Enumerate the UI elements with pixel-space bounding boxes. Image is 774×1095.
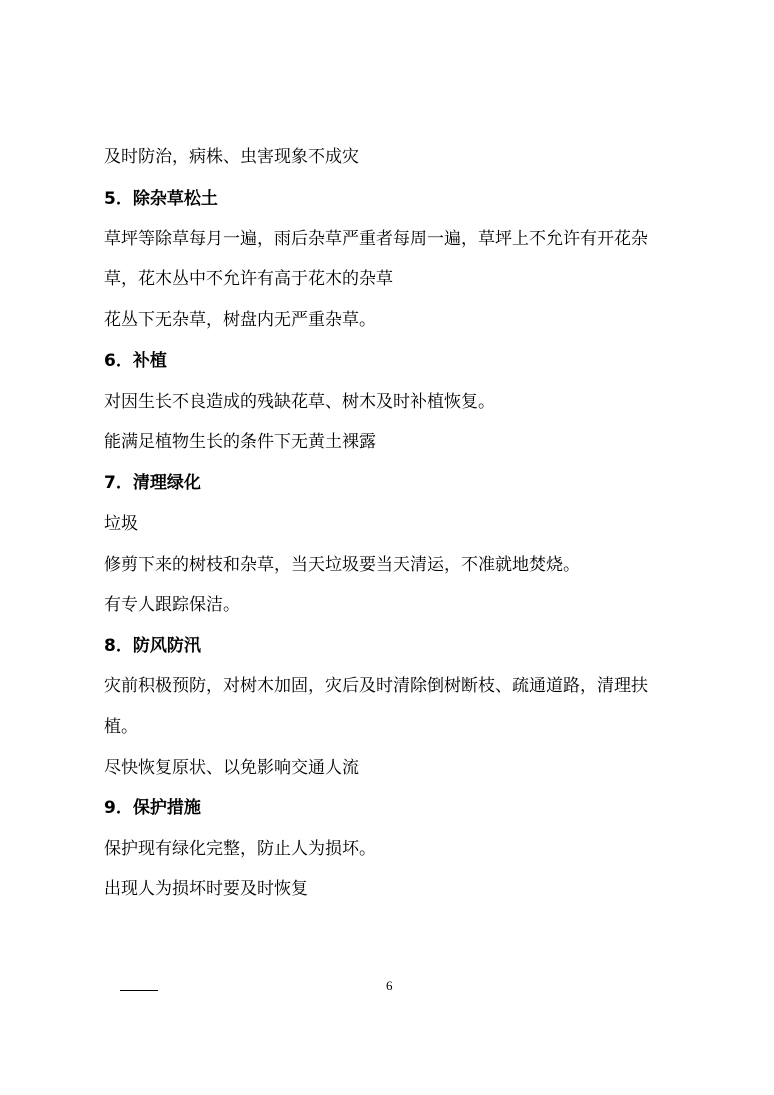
text-line: 能满足植物生长的条件下无黄土裸露: [104, 432, 376, 452]
section-heading-6: 6．补植: [104, 351, 167, 371]
text-line: 草坪等除草每月一遍，雨后杂草严重者每周一遍，草坪上不允许有开花杂: [104, 229, 648, 249]
section-heading-8: 8．防风防汛: [104, 636, 201, 656]
page-number: 6: [386, 978, 393, 993]
text-line: 植。: [104, 717, 138, 737]
footer-rule: [120, 990, 158, 991]
text-line: 对因生长不良造成的残缺花草、树木及时补植恢复。: [104, 392, 495, 412]
text-line: 尽快恢复原状、以免影响交通人流: [104, 758, 359, 778]
text-line: 及时防治，病株、虫害现象不成灾: [104, 147, 359, 167]
text-line: 修剪下来的树枝和杂草，当天垃圾要当天清运，不准就地焚烧。: [104, 555, 580, 575]
text-line: 出现人为损坏时要及时恢复: [104, 879, 308, 899]
text-line: 灾前积极预防，对树木加固，灾后及时清除倒树断枝、疏通道路，清理扶: [104, 676, 648, 696]
section-heading-7: 7．清理绿化: [104, 473, 201, 493]
text-line: 花丛下无杂草，树盘内无严重杂草。: [104, 310, 376, 330]
text-line: 草，花木丛中不允许有高于花木的杂草: [104, 269, 393, 289]
text-line: 保护现有绿化完整，防止人为损坏。: [104, 839, 376, 859]
text-line: 有专人跟踪保洁。: [104, 595, 240, 615]
section-heading-9: 9．保护措施: [104, 798, 201, 818]
text-line: 垃圾: [104, 514, 138, 534]
section-heading-5: 5．除杂草松土: [104, 189, 218, 209]
